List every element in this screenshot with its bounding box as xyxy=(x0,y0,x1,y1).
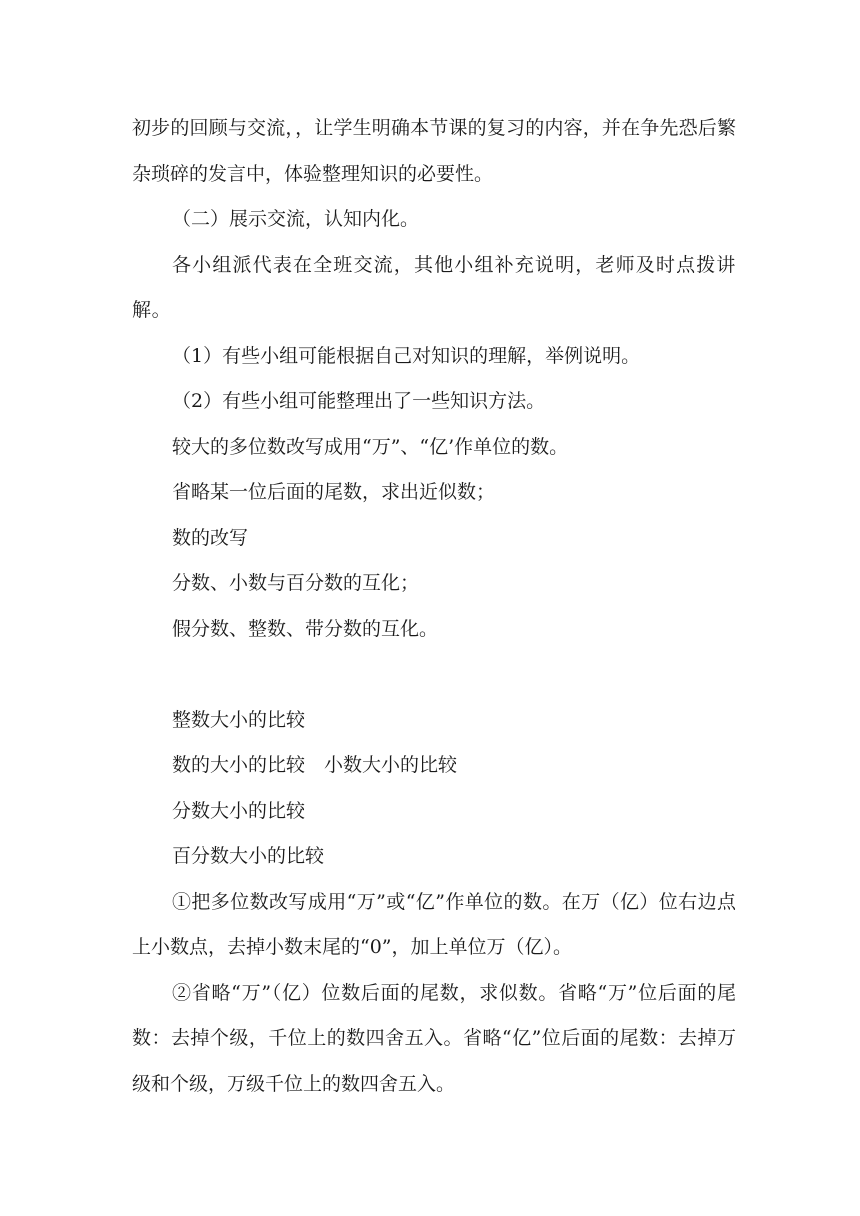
list-item-rewrite-large-number: 较大的多位数改写成用“万”、“亿’作单位的数。 xyxy=(172,435,569,458)
paragraph-point-2: （2）有些小组可能整理出了一些知识方法。 xyxy=(172,390,546,412)
list-item-integer-compare: 整数大小的比较 xyxy=(172,708,306,731)
paragraph-section-heading: （二）展示交流，认知内化。 xyxy=(172,208,420,230)
paragraph-method-1: ①把多位数改写成用“万”或“亿”作单位的数。在万（亿）位右边点上小数点，去掉小数末尾的“0”，加上单位万（亿）。 xyxy=(132,890,736,958)
list-item-percent-compare: 百分数大小的比较 xyxy=(172,845,325,867)
list-item-number-rewrite: 数的改写 xyxy=(172,526,249,549)
paragraph-point-1: （1）有些小组可能根据自己对知识的理解，举例说明。 xyxy=(172,344,641,367)
blank-line xyxy=(132,652,736,698)
paragraph-review-intro: 初步的回顾与交流，，让学生明确本节课的复习的内容，并在争先恐后繁杂琐碎的发言中，体验整理知识的必要性。 xyxy=(132,117,736,185)
list-item-fraction-compare: 分数大小的比较 xyxy=(172,799,306,822)
list-item-number-compare: 数的大小的比较 小数大小的比较 xyxy=(172,754,458,776)
list-item-approximation: 省略某一位后面的尾数，求出近似数； xyxy=(172,481,496,503)
paragraph-group-exchange: 各小组派代表在全班交流，其他小组补充说明，老师及时点拨讲解。 xyxy=(132,253,736,321)
paragraph-method-2: ②省略“万”（亿）位数后面的尾数，求似数。省略“万”位后面的尾数：去掉个级，千位上的数四舍五入。省略“亿”位后面的尾数：去掉万级和个级，万级千位上的数四舍五入。 xyxy=(132,981,736,1095)
list-item-improper-fraction: 假分数、整数、带分数的互化。 xyxy=(172,617,439,640)
list-item-fraction-decimal-percent: 分数、小数与百分数的互化； xyxy=(172,572,420,594)
document-body xyxy=(132,106,736,1107)
